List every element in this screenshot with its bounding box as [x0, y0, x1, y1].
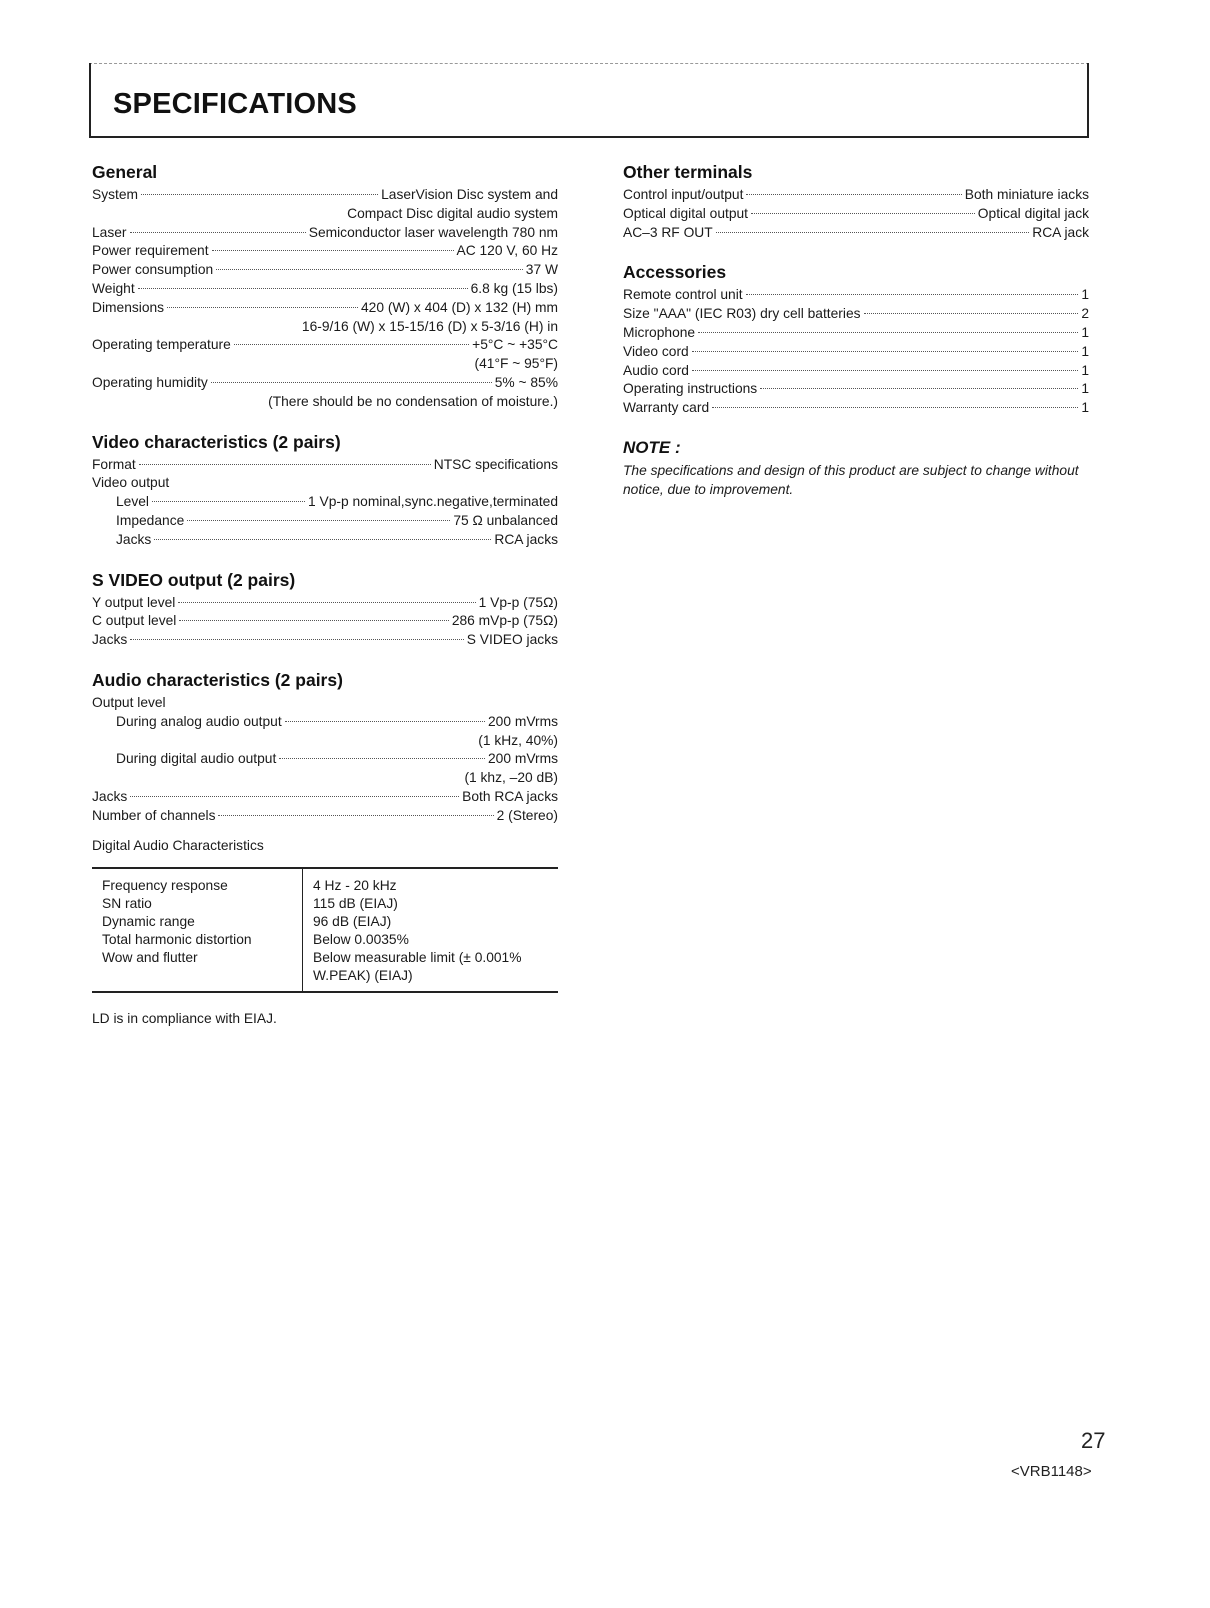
- accessory-qty: 1: [1081, 324, 1089, 340]
- accessory-label: Microphone: [623, 324, 696, 340]
- spec-row-analog-output: [92, 713, 558, 732]
- list-item: [623, 324, 1089, 343]
- video-section: [92, 432, 558, 550]
- spec-row-operating-humidity: [92, 374, 558, 393]
- spec-value-continued: Compact Disc digital audio system: [347, 205, 558, 221]
- spec-row-optical: [623, 205, 1089, 224]
- spec-row-audio-jacks: [92, 788, 558, 807]
- spec-label: Jacks: [92, 788, 128, 804]
- dot-leader: [746, 194, 961, 195]
- accessory-qty: 1: [1081, 287, 1089, 303]
- spec-row-laser: [92, 224, 558, 243]
- accessory-qty: 1: [1081, 362, 1089, 378]
- dot-leader: [178, 602, 475, 603]
- dot-leader: [285, 721, 485, 722]
- spec-row-dimensions: [92, 299, 558, 318]
- table-values-cell: [303, 868, 559, 992]
- spec-value: RCA jacks: [494, 531, 558, 547]
- accessory-label: Audio cord: [623, 362, 689, 378]
- table-value: 4 Hz - 20 kHz: [313, 877, 397, 893]
- svideo-section: [92, 570, 558, 650]
- spec-value-continued: (There should be no condensation of moisture.): [268, 393, 558, 409]
- spec-value: 2 (Stereo): [496, 807, 558, 823]
- spec-value: 1 Vp-p nominal,sync.negative,terminated: [307, 494, 558, 510]
- spec-value: 200 mVrms: [487, 751, 558, 767]
- accessory-qty: 2: [1081, 306, 1089, 322]
- dot-leader: [746, 294, 1079, 295]
- accessory-label: Size "AAA" (IEC R03) dry cell batteries: [623, 306, 861, 322]
- spec-value: 6.8 kg (15 lbs): [470, 280, 558, 296]
- spec-row-jacks: [92, 531, 558, 550]
- spec-label: Power requirement: [92, 243, 209, 259]
- spec-row-control: [623, 186, 1089, 205]
- table-value: Below 0.0035%: [313, 931, 409, 947]
- spec-label: Dimensions: [92, 299, 165, 315]
- page-number: 27: [1081, 1428, 1106, 1453]
- spec-label: Laser: [92, 224, 127, 240]
- spec-value: Semiconductor laser wavelength 780 nm: [308, 224, 558, 240]
- spec-label: Operating temperature: [92, 337, 231, 353]
- spec-label: Power consumption: [92, 262, 214, 278]
- spec-label: Weight: [92, 280, 135, 296]
- list-item: [623, 362, 1089, 381]
- dot-leader: [138, 288, 468, 289]
- spec-label: Format: [92, 456, 136, 472]
- spec-row-ac3: [623, 224, 1089, 243]
- other-terminals-heading: Other terminals: [623, 162, 753, 182]
- spec-value: 75 Ω unbalanced: [453, 512, 558, 528]
- accessories-section: [623, 262, 1089, 418]
- spec-label: During analog audio output: [116, 713, 282, 729]
- dot-leader: [130, 232, 306, 233]
- table-row: [92, 868, 558, 992]
- dot-leader: [141, 194, 378, 195]
- accessory-label: Remote control unit: [623, 287, 743, 303]
- dot-leader: [864, 313, 1079, 314]
- video-heading: Video characteristics (2 pairs): [92, 431, 341, 452]
- spec-label: AC–3 RF OUT: [623, 224, 713, 240]
- spec-label: Impedance: [116, 512, 185, 528]
- dot-leader: [152, 501, 305, 502]
- spec-label: Optical digital output: [623, 205, 749, 221]
- dot-leader: [760, 388, 1078, 389]
- svideo-heading: S VIDEO output (2 pairs): [92, 569, 296, 590]
- spec-row-power-consumption: [92, 261, 558, 280]
- spec-value: AC 120 V, 60 Hz: [456, 243, 558, 259]
- dot-leader: [692, 370, 1078, 371]
- table-value: 115 dB (EIAJ): [313, 895, 398, 911]
- spec-value: +5°C ~ +35°C: [472, 337, 558, 353]
- spec-value: 286 mVp-p (75Ω): [451, 613, 558, 629]
- accessory-qty: 1: [1081, 400, 1089, 416]
- right-column: [623, 162, 1089, 520]
- accessory-label: Warranty card: [623, 400, 710, 416]
- table-labels-cell: [92, 868, 303, 992]
- table-label: Total harmonic distortion: [102, 931, 252, 947]
- left-column: [92, 162, 558, 1046]
- spec-value: Both RCA jacks: [462, 788, 558, 804]
- dot-leader: [130, 796, 459, 797]
- spec-label: System: [92, 187, 138, 202]
- accessories-heading: Accessories: [623, 262, 727, 283]
- accessory-qty: 1: [1081, 343, 1089, 359]
- audio-heading: Audio characteristics (2 pairs): [92, 669, 343, 690]
- accessory-label: Operating instructions: [623, 381, 758, 397]
- spec-value: 420 (W) x 404 (D) x 132 (H) mm: [360, 299, 558, 315]
- spec-row-digital-output: [92, 750, 558, 769]
- output-level-label: Output level: [92, 694, 166, 710]
- spec-value: 5% ~ 85%: [494, 374, 558, 390]
- spec-value: NTSC specifications: [433, 456, 558, 472]
- spec-value: RCA jack: [1032, 224, 1089, 240]
- spec-row-c-output: [92, 612, 558, 631]
- spec-row-channels: [92, 807, 558, 826]
- spec-row-power-requirement: [92, 242, 558, 261]
- dot-leader: [751, 213, 975, 214]
- dot-leader: [179, 620, 448, 621]
- dot-leader: [154, 539, 491, 540]
- general-section: [92, 162, 558, 412]
- compliance-note: LD is in compliance with EIAJ.: [92, 1010, 277, 1026]
- spec-value: Both miniature iacks: [964, 187, 1089, 202]
- spec-row-system: [92, 186, 558, 205]
- spec-label: Number of channels: [92, 807, 216, 823]
- general-heading: General: [92, 162, 158, 182]
- spec-row-level: [92, 493, 558, 512]
- spec-value-continued: (1 khz, –20 dB): [464, 770, 558, 786]
- spec-row-operating-temperature: [92, 336, 558, 355]
- dot-leader: [130, 639, 463, 640]
- spec-row-y-output: [92, 594, 558, 613]
- table-label: SN ratio: [102, 895, 152, 911]
- spec-label: Jacks: [116, 531, 152, 547]
- document-code: <VRB1148>: [1011, 1463, 1092, 1480]
- table-label: Wow and flutter: [102, 949, 198, 965]
- spec-label: C output level: [92, 613, 177, 629]
- audio-section: [92, 670, 558, 1026]
- spec-label: Operating humidity: [92, 374, 208, 390]
- spec-row-weight: [92, 280, 558, 299]
- spec-label: Jacks: [92, 632, 128, 648]
- table-value: 96 dB (EIAJ): [313, 913, 392, 929]
- dot-leader: [234, 344, 469, 345]
- dot-leader: [218, 815, 493, 816]
- list-item: [623, 399, 1089, 418]
- accessory-label: Video cord: [623, 343, 689, 359]
- spec-label: Level: [116, 494, 149, 510]
- spec-value: 200 mVrms: [487, 713, 558, 729]
- table-label: Dynamic range: [102, 913, 195, 929]
- table-value: Below measurable limit (± 0.001%: [313, 949, 522, 965]
- table-label: Frequency response: [102, 877, 228, 893]
- dot-leader: [212, 250, 454, 251]
- spec-row-format: [92, 456, 558, 475]
- dot-leader: [712, 407, 1078, 408]
- digital-audio-caption: Digital Audio Characteristics: [92, 837, 264, 853]
- dot-leader: [279, 758, 485, 759]
- other-terminals-section: [623, 162, 1089, 242]
- list-item: [623, 286, 1089, 305]
- note-heading: NOTE :: [623, 437, 681, 457]
- spec-label: Control input/output: [623, 187, 744, 202]
- spec-value: S VIDEO jacks: [466, 632, 558, 648]
- spec-value: LaserVision Disc system and: [381, 187, 558, 202]
- spec-value-continued: 16-9/16 (W) x 15-15/16 (D) x 5-3/16 (H) in: [301, 318, 558, 334]
- list-item: [623, 343, 1089, 362]
- dot-leader: [187, 520, 450, 521]
- digital-audio-table: [92, 867, 558, 993]
- dot-leader: [211, 382, 492, 383]
- list-item: [623, 380, 1089, 399]
- spec-row-impedance: [92, 512, 558, 531]
- dot-leader: [716, 232, 1030, 233]
- list-item: [623, 305, 1089, 324]
- dot-leader: [692, 351, 1079, 352]
- spec-value: 1 Vp-p (75Ω): [478, 594, 558, 610]
- note-text: The specifications and design of this product are subject to change without notice, due to improvement.: [623, 462, 1079, 497]
- video-output-label: Video output: [92, 475, 170, 491]
- note-section: [623, 438, 1089, 500]
- spec-label: During digital audio output: [116, 751, 277, 767]
- dot-leader: [698, 332, 1078, 333]
- table-value: W.PEAK) (EIAJ): [313, 967, 413, 983]
- spec-value-continued: (41°F ~ 95°F): [474, 356, 558, 372]
- spec-label: Y output level: [92, 594, 176, 610]
- dot-leader: [216, 269, 523, 270]
- spec-value-continued: (1 kHz, 40%): [478, 732, 558, 748]
- spec-row-svideo-jacks: [92, 631, 558, 650]
- dot-leader: [139, 464, 431, 465]
- dot-leader: [167, 307, 358, 308]
- spec-value: Optical digital jack: [977, 205, 1089, 221]
- accessory-qty: 1: [1081, 381, 1089, 397]
- spec-value: 37 W: [525, 262, 558, 278]
- page-title: SPECIFICATIONS: [113, 88, 357, 120]
